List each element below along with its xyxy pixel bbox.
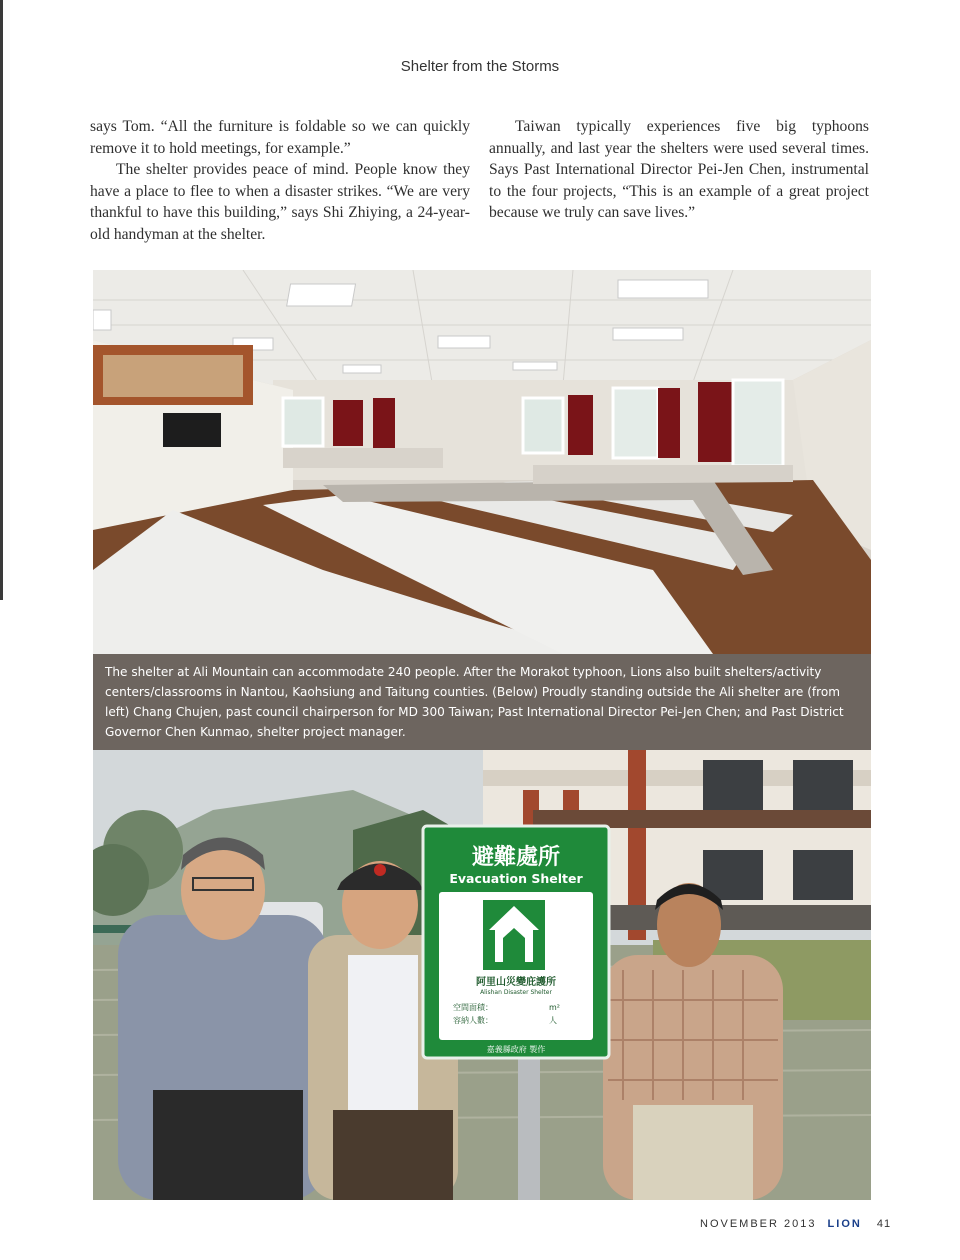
sign-title-zh: 避難處所 [471, 845, 561, 870]
sign-capacity-unit: 人 [549, 1016, 557, 1025]
sign-area-unit: m² [549, 1003, 560, 1012]
sign-title-en: Evacuation Shelter [449, 871, 583, 886]
shelter-exterior-photo [93, 750, 871, 1200]
page-footer [700, 1218, 900, 1230]
sign-issuer: 嘉義縣政府 製作 [486, 1045, 546, 1054]
sign-capacity-label: 容納人數： [453, 1016, 493, 1025]
sign-name-en: Alishan Disaster Shelter [480, 989, 552, 996]
magazine-brand: LION [827, 1218, 862, 1230]
photo-caption: The shelter at Ali Mountain can accommodate 240 people. After the Morakot typhoon, Lions also built shelters/activity centers/classrooms in Nantou, Kaohsiung and Taitung counties. (Below) Proudly standing outside the Ali shelter are (from left) Chang Chujen, past council chairperson for MD 300 Taiwan; Past International Director Pei-Jen Chen; and Past District Governor Chen Kunmao, shelter project manager. [93, 654, 871, 750]
running-head: Shelter from the Storms [400, 58, 560, 75]
paragraph: Taiwan typically experiences five big typhoons annually, and last year the shelters were used several times. Says Past International Director Pei-Jen Chen, instrumental to the four projects, “This is an example of a great project because we truly can save lives.” [489, 118, 869, 222]
paragraph: The shelter provides peace of mind. People know they have a place to flee to when a disaster strikes. “We are very thankful to have this building,” says Shi Zhiying, a 24-year-old handyman at the shelter. [90, 161, 470, 243]
paragraph: says Tom. “All the furniture is foldable so we can quickly remove it to hold meetings, for example.” [90, 118, 470, 157]
page-number: 41 [876, 1218, 892, 1230]
sign-area-label: 空間面積： [453, 1003, 493, 1012]
sign-name-zh: 阿里山災變庇護所 [476, 977, 556, 988]
shelter-interior-photo [93, 270, 871, 654]
evacuation-sign [423, 826, 609, 1058]
article-column-right [489, 116, 869, 224]
issue-date: NOVEMBER 2013 [700, 1218, 817, 1230]
article-column-left [90, 116, 470, 246]
binding-edge [0, 0, 3, 600]
